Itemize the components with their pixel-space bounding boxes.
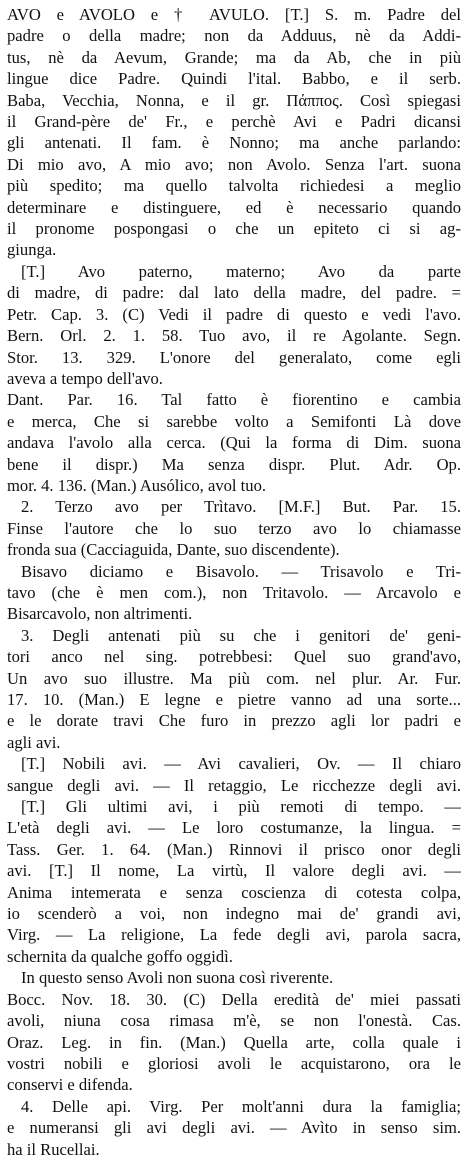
text-line: il pronome pospongasi o che un epiteto ci si ag-	[7, 219, 461, 239]
text-line: vostri nobili e gloriosi avoli le acquistarono, ora le	[7, 1053, 461, 1073]
text-line: fronda sua (Cacciaguida, Dante, suo discendente).	[7, 540, 340, 560]
text-line: L'età degli avi. — Le loro costumanze, la lingua. =	[7, 818, 461, 838]
text-line: Bocc. Nov. 18. 30. (C) Della eredità de' miei passati	[7, 989, 461, 1009]
text-line: aveva a tempo dell'avo.	[7, 368, 163, 388]
text-line: il Grand-père de' Fr., e perchè Avi e Padri dicansi	[7, 112, 461, 132]
text-line: In questo senso Avoli non suona così riverente.	[21, 968, 334, 988]
text-line: [T.] Avo paterno, materno; Avo da parte	[21, 261, 461, 281]
text-line: avi. [T.] Il nome, La virtù, Il valore degli avi. —	[7, 861, 461, 881]
text-line: di madre, di padre: dal lato della madre, del padre. =	[7, 283, 461, 303]
text-line: Bisavo diciamo e Bisavolo. — Trisavolo e Tri-	[21, 561, 461, 581]
text-line: AVO e AVOLO e † AVULO. [T.] S. m. Padre del	[7, 5, 461, 24]
text-line: Finse l'autore che lo suo terzo avo lo chiamasse	[7, 518, 461, 538]
text-line: Oraz. Leg. in fin. (Man.) Quella arte, colla quale i	[7, 1032, 461, 1052]
dictionary-entry-avo	[7, 4, 461, 1160]
text-line: 17. 10. (Man.) E legne e pietre vanno ad una sorte...	[7, 690, 461, 709]
text-line: gli antenati. Il fam. è Nonno; ma anche parlando:	[7, 133, 461, 153]
text-line: Un avo suo illustre. Ma più com. nel plur. Ar. Fur.	[7, 668, 461, 688]
text-line: Bern. Orl. 2. 1. 58. Tuo avo, il re Agolante. Segn.	[7, 326, 461, 346]
text-line: schernita da qualche goffo oggidì.	[7, 946, 233, 966]
text-line: più spedito; ma quello talvolta richiedesi a meglio	[7, 176, 461, 196]
text-line: agli avi.	[7, 732, 61, 752]
text-line: 4. Delle api. Virg. Per molt'anni dura la famiglia;	[21, 1096, 461, 1116]
text-line: Di mio avo, A mio avo; non Avolo. Senza l'art. suona	[7, 154, 461, 174]
text-line: 2. Terzo avo per Trìtavo. [M.F.] But. Par. 15.	[21, 497, 461, 517]
text-line: lingue dice Padre. Quindi l'ital. Babbo, e il serb.	[7, 69, 461, 89]
text-line: e le dorate travi Che furo in prezzo agli lor padri e	[7, 711, 461, 731]
text-line: 3. Degli antenati più su che i genitori de' geni-	[21, 625, 461, 645]
text-line: conservi e difenda.	[7, 1075, 133, 1095]
text-line: giunga.	[7, 240, 57, 260]
text-line: Virg. — La religione, La fede degli avi, parola sacra,	[7, 925, 461, 945]
text-line: [T.] Nobili avi. — Avi cavalieri, Ov. — Il chiaro	[21, 754, 461, 774]
text-line: e numeransi gli avi degli avi. — Avìto in senso sim.	[7, 1118, 461, 1138]
text-line: mor. 4. 136. (Man.) Ausólico, avol tuo.	[7, 475, 267, 495]
text-line: determinare e distinguere, ed è necessario quando	[7, 197, 461, 217]
text-line: sangue degli avi. — Il retaggio, Le ricchezze degli avi.	[7, 775, 461, 795]
text-line: andava l'avolo alla cerca. (Qui la forma di Dim. suona	[7, 433, 461, 453]
text-line: Dant. Par. 16. Tal fatto è fiorentino e cambia	[7, 390, 461, 410]
text-line: Petr. Cap. 3. (C) Vedi il padre di questo e vedi l'avo.	[7, 304, 461, 324]
text-line: tori anco nel sing. potrebbesi: Quel suo grand'avo,	[7, 647, 461, 667]
text-line: io scenderò a voi, non indegno mai de' grandi avi,	[7, 904, 461, 924]
text-line: e merca, Che si sarebbe volto a Semifonti Là dove	[7, 411, 461, 431]
text-line: Anima intemerata e senza coscienza di cotesta colpa,	[7, 882, 461, 902]
text-line: tavo (che è men com.), non Tritavolo. — Arcavolo e	[7, 582, 461, 602]
text-line: Stor. 13. 329. L'onore del generalato, come egli	[7, 347, 461, 367]
text-line: Tass. Ger. 1. 64. (Man.) Rinnovi il prisco onor degli	[7, 839, 461, 859]
text-line: Baba, Vecchia, Nonna, e il gr. Πάππος. Così spiegasi	[7, 90, 461, 110]
text-line: ha il Rucellai.	[7, 1139, 100, 1159]
text-line: [T.] Gli ultimi avi, i più remoti di tempo. —	[21, 797, 461, 817]
text-line: Bisarcavolo, non altrimenti.	[7, 604, 193, 624]
text-line: padre o della madre; non da Adduus, nè da Addi-	[7, 26, 461, 46]
text-line: bene il dispr.) Ma senza dispr. Plut. Adr. Op.	[7, 454, 461, 474]
text-line: tus, nè da Aevum, Grande; ma da Ab, che in più	[7, 47, 461, 67]
text-line: avoli, niuna cosa rimasa m'è, se non l'onestà. Cas.	[7, 1011, 461, 1031]
